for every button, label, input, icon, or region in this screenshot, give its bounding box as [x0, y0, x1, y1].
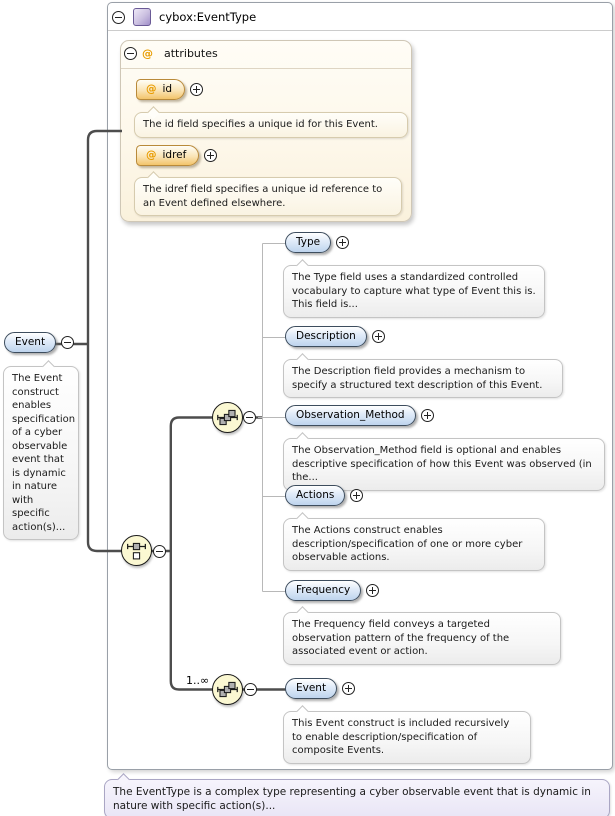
- expand-type-button[interactable]: [336, 236, 349, 249]
- attribute-id-badge[interactable]: [136, 79, 185, 100]
- attribute-row-id: [136, 79, 203, 100]
- collapse-choice-button[interactable]: [153, 545, 166, 558]
- recursive-event-element-badge[interactable]: Event: [285, 678, 337, 699]
- expand-actions-button[interactable]: [350, 489, 363, 502]
- observation-method-element-badge[interactable]: Observation_Method: [285, 405, 416, 426]
- source-element-row: [4, 332, 74, 353]
- description-element-doc: The Description field provides a mechanism to specify a structured text description of this Event.: [283, 359, 563, 398]
- actions-element-badge[interactable]: Actions: [285, 485, 345, 506]
- choice-compositor-icon: [121, 535, 152, 566]
- at-icon: @: [146, 83, 157, 95]
- type-element-badge[interactable]: Type: [285, 232, 331, 253]
- collapse-sequence-button[interactable]: [243, 411, 256, 424]
- attribute-idref-badge[interactable]: [136, 145, 199, 166]
- at-icon: @: [146, 149, 157, 161]
- type-element-doc: The Type field uses a standardized controlled vocabulary to capture what type of Event this is. This field is...: [283, 265, 545, 318]
- attributes-header-label: attributes: [164, 47, 218, 60]
- frequency-element-badge[interactable]: Frequency: [285, 580, 361, 601]
- frequency-element-doc: The Frequency field conveys a targeted observation pattern of the frequency of the associated event or action.: [283, 612, 561, 665]
- collapse-attributes-button[interactable]: [124, 47, 137, 60]
- element-row-type: [285, 232, 349, 253]
- attribute-idref-label: idref: [162, 149, 187, 161]
- recursive-event-doc: This Event construct is included recursively to enable description/specification of composite Events.: [283, 711, 531, 764]
- element-row-observation-method: [285, 405, 434, 426]
- attribute-id-label: id: [162, 83, 173, 95]
- collapse-recursive-sequence-button[interactable]: [244, 683, 257, 696]
- attributes-header-row: [124, 47, 218, 60]
- attribute-row-idref: [136, 145, 217, 166]
- root-type-title: cybox:EventType: [159, 10, 257, 24]
- attributes-divider: [121, 68, 411, 69]
- expand-frequency-button[interactable]: [366, 584, 379, 597]
- header-divider: [108, 30, 612, 31]
- expand-description-button[interactable]: [372, 330, 385, 343]
- description-element-badge[interactable]: Description: [285, 326, 367, 347]
- expand-observation-method-button[interactable]: [421, 409, 434, 422]
- actions-element-doc: The Actions construct enables description/specification of one or more cyber observable actions.: [283, 518, 545, 571]
- complex-type-icon: [133, 8, 151, 26]
- element-row-frequency: [285, 580, 379, 601]
- root-type-header: [112, 8, 256, 26]
- element-row-recursive-event: [285, 678, 355, 699]
- attribute-at-icon: @: [142, 47, 153, 60]
- expand-id-button[interactable]: [190, 83, 203, 96]
- event-element-badge[interactable]: Event: [4, 332, 56, 353]
- collapse-event-button[interactable]: [61, 336, 74, 349]
- observation-method-element-doc: The Observation_Method field is optional and enables descriptive specification of how this Event was observed (in the...: [283, 438, 605, 491]
- element-row-actions: [285, 485, 363, 506]
- sequence-compositor-icon: [212, 402, 243, 433]
- attribute-id-doc: The id field specifies a unique id for this Event.: [134, 112, 408, 138]
- expand-recursive-event-button[interactable]: [342, 682, 355, 695]
- expand-idref-button[interactable]: [204, 149, 217, 162]
- event-type-doc: The EventType is a complex type representing a cyber observable event that is dynamic in nature with specific action(s)...: [104, 779, 610, 816]
- collapse-root-button[interactable]: [112, 11, 125, 24]
- element-row-description: [285, 326, 385, 347]
- cardinality-label: 1..∞: [186, 674, 210, 687]
- sequence-compositor-icon: [212, 674, 243, 705]
- event-element-doc: The Event construct enables specification of a cyber observable event that is dynamic in nature with specific action(s)...: [3, 366, 79, 540]
- attribute-idref-doc: The idref field specifies a unique id reference to an Event defined elsewhere.: [134, 177, 402, 216]
